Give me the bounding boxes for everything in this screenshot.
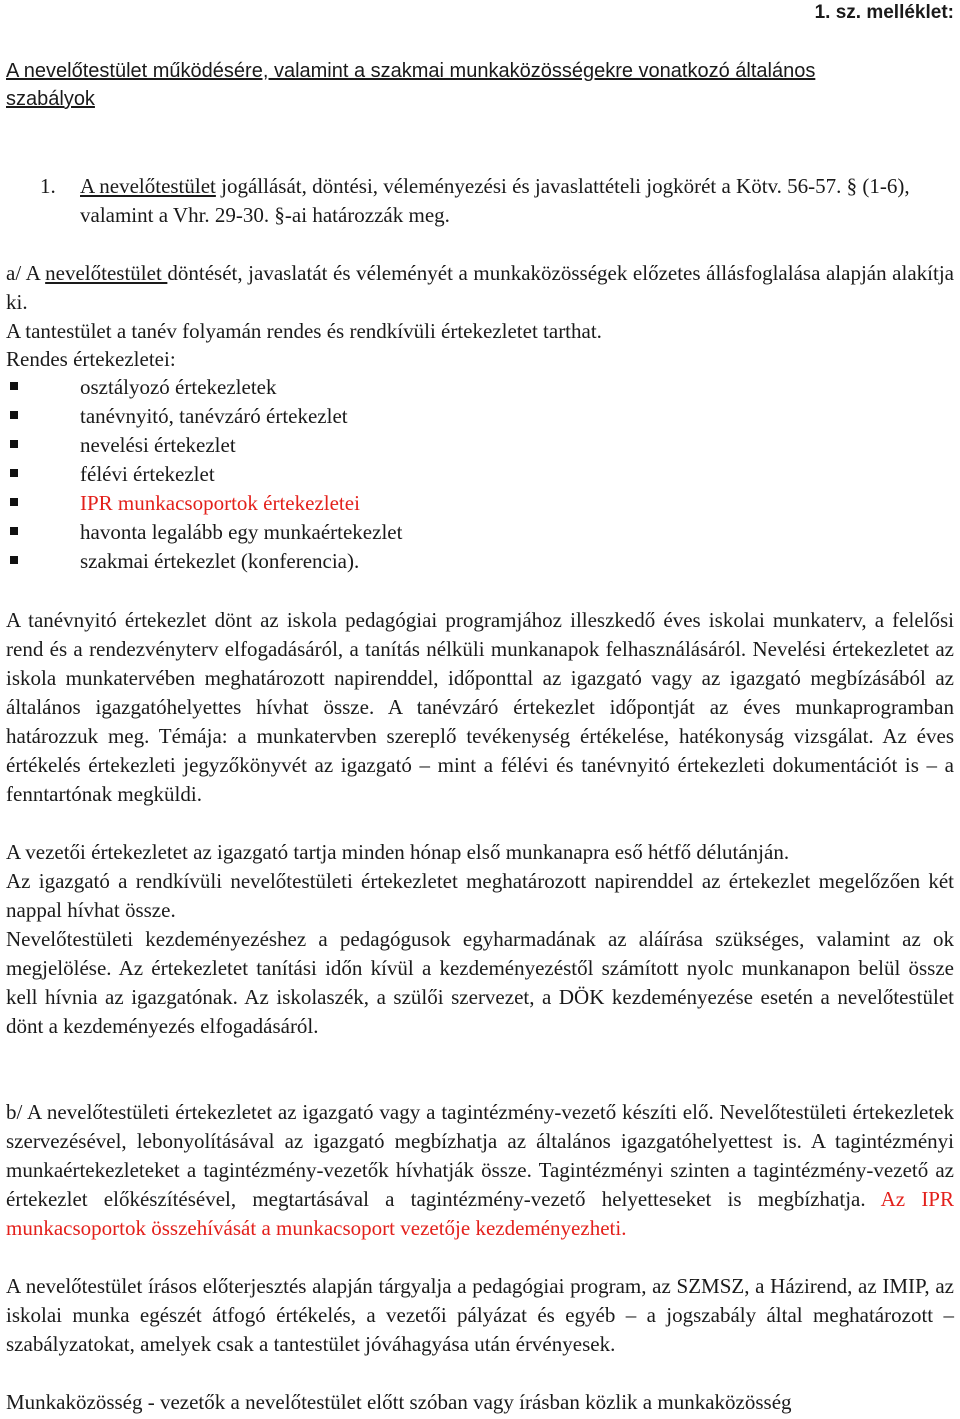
appendix-label: 1. sz. melléklet: — [814, 2, 954, 23]
paragraph-tantestulet: A tantestület a tanév folyamán rendes és rendkívüli értekezletet tarthat. — [6, 319, 602, 343]
square-bullet-icon — [10, 440, 18, 448]
square-bullet-icon — [10, 382, 18, 390]
paragraph-kezdemenyezes: Nevelőtestületi kezdeményezéshez a pedagógusok egyharmadának az aláírása szükséges, valamint az ok megjelölése. Az értekezletet tanítási időn kívül a kezdeményezéstől számított nyolc munkanapon belül össze kell hívnia az igazgatónak. Az iskolaszék, a szülői szervezet, a DÖK kezdeményezése esetén a nevelőtestület dönt a kezdeményezés elfogadásáról. — [6, 927, 954, 1038]
paragraph-b-ipr: Az IPR munkacsoportok összehívását a munkacsoport vezetője kezdeményezheti. — [6, 1187, 954, 1240]
square-bullet-icon — [10, 498, 18, 506]
paragraph-b-main: b/ A nevelőtestületi értekezletet az igazgató vagy a tagintézmény-vezető készíti elő. Nevelőtestületi értekezletek szervezésével, lebonyolításával az igazgató megbízhatja az általános igazgatóhelyettest is. A tagintézményi munkaértekezleteket a tagintézmény-vezetők hívhatják össze. Tagintézményi szinten a tagintézmény-vezető az értekezlet előkészítésével, megtartásával a tagintézmény-vezető helyetteseket is megbízhatja. — [6, 1100, 954, 1211]
document-title: A nevelőtestület működésére, valamint a szakmai munkaközösségekre vonatkozó általános szabályok — [6, 60, 816, 110]
section-1 — [40, 172, 920, 230]
paragraph-b — [6, 1098, 954, 1243]
paragraph-a-underlined: nevelőtestület — [45, 261, 168, 285]
list-item — [6, 547, 606, 576]
list-item — [6, 373, 606, 402]
list-item-text: osztályozó értekezletek — [80, 375, 277, 399]
list-item-text: havonta legalább egy munkaértekezlet — [80, 520, 403, 544]
paragraph-a-rest: döntését, javaslatát és véleményét a munkaközösségek előzetes állásfoglalása alapján alakítja ki. — [6, 261, 954, 314]
section-1-underlined: A nevelőtestület — [80, 174, 216, 198]
square-bullet-icon — [10, 469, 18, 477]
list-item — [6, 402, 606, 431]
paragraph-tanevnyito: A tanévnyitó értekezlet dönt az iskola pedagógiai programjához illeszkedő éves iskolai munkaterv, a felelősi rend és a rendezvényterv elfogadásáról, a tanítás nélküli munkanapok felhasználásáról. Nevelési értekezletet az iskola munkatervében meghatározott napirenddel, időponttal az igazgató vagy az igazgató megbízásából az általános igazgatóhelyettes hívhat össze. A tanévzáró értekezlet időpontját az éves munkaprogramban határozzuk meg. Témája: a munkatervben szereplő tevékenység értékelése, hatékonyság vizsgálat. Az éves értékelés értekezleti jegyzőkönyvét az igazgató – mint a félévi és tanévnyitó értekezleti dokumentációt is – a fenntartónak megküldi. — [6, 608, 954, 806]
section-1-rest: jogállását, döntési, véleményezési és javaslattételi jogkörét a Kötv. 56-57. § (1-6), valamint a Vhr. 29-30. §-ai határozzák meg. — [80, 174, 910, 227]
list-item-ipr — [6, 489, 606, 518]
section-1-number: 1. — [40, 174, 56, 198]
list-item — [6, 460, 606, 489]
square-bullet-icon — [10, 556, 18, 564]
paragraph-rendkivuli: Az igazgató a rendkívüli nevelőtestületi értekezletet meghatározott napirenddel az értekezlet megelőzően két nappal hívhat össze. — [6, 869, 954, 922]
list-item-text: nevelési értekezlet — [80, 433, 236, 457]
meeting-types-list — [6, 373, 606, 576]
section-1-text — [80, 172, 920, 230]
list-item-text: szakmai értekezlet (konferencia). — [80, 549, 360, 573]
list-item — [6, 518, 606, 547]
paragraph-a — [6, 259, 954, 317]
list-item-text: tanévnyitó, tanévzáró értekezlet — [80, 404, 348, 428]
square-bullet-icon — [10, 411, 18, 419]
paragraph-irasos: A nevelőtestület írásos előterjesztés alapján tárgyalja a pedagógiai program, az SZMSZ, a Házirend, az IMIP, az iskolai munka egészét átfogó értékelés, a vezetői pályázat és egyéb – a jogszabály által meghatározott – szabályzatokat, amelyek csak a tantestület jóváhagyása után érvényesek. — [6, 1274, 954, 1356]
list-item-text: IPR munkacsoportok értekezletei — [80, 491, 360, 515]
list-item-text: félévi értekezlet — [80, 462, 215, 486]
square-bullet-icon — [10, 527, 18, 535]
paragraph-a-prefix: a/ A — [6, 261, 46, 285]
paragraph-rendes: Rendes értekezletei: — [6, 347, 176, 371]
paragraph-vezetoi: A vezetői értekezletet az igazgató tartja minden hónap első munkanapra eső hétfő délutánján. — [6, 840, 790, 864]
paragraph-munkakozosseg: Munkaközösség - vezetők a nevelőtestület előtt szóban vagy írásban közlik a munkaközösség — [6, 1390, 792, 1414]
list-item — [6, 431, 606, 460]
